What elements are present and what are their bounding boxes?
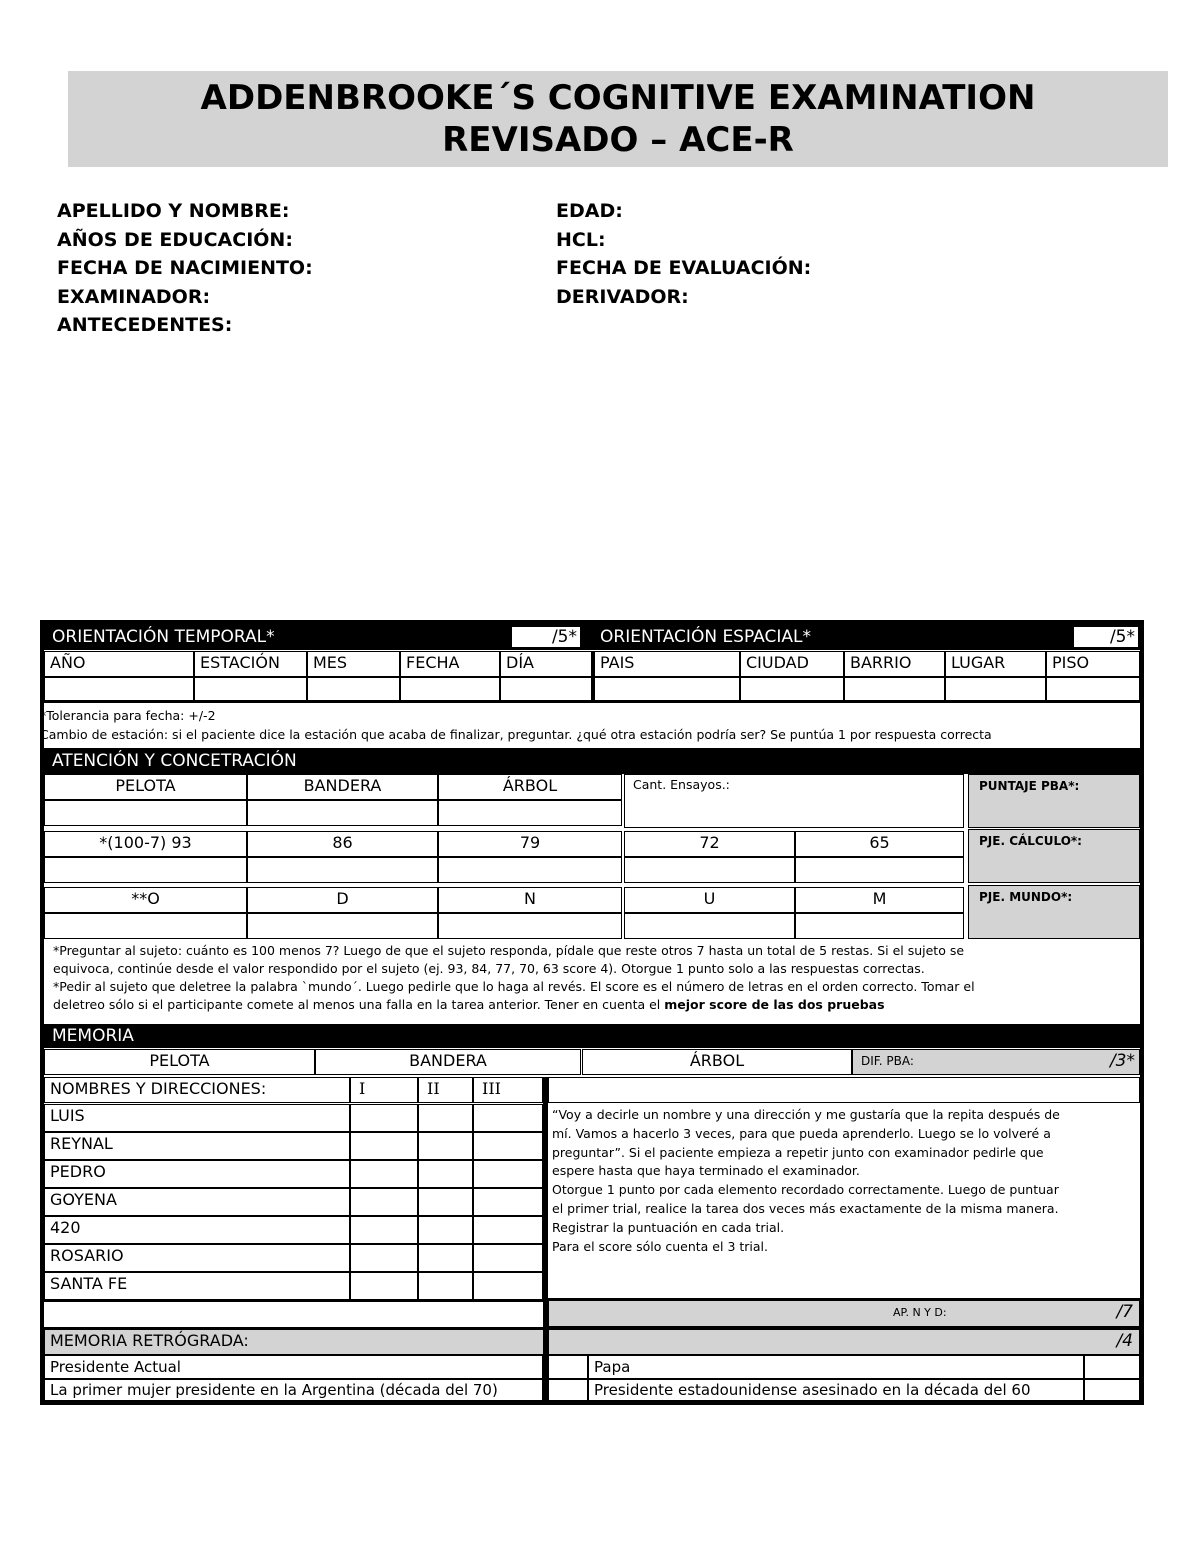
name-item: LUIS [44, 1104, 350, 1132]
memory-instruction-line: el primer trial, realice la tarea dos veces más exactamente de la misma manera. [552, 1200, 1059, 1216]
answer-pais[interactable] [594, 677, 740, 701]
answer-ano[interactable] [44, 677, 194, 701]
calc-value-2: 86 [247, 831, 438, 857]
memory-header-bar [44, 1024, 1140, 1048]
attention-instruction-4-text: deletreo sólo si el participante comete al menos una falla en la tarea anterior. Tener en cuenta el [53, 997, 665, 1012]
assessment-form [40, 620, 1144, 1405]
memory-instruction-line: Registrar la puntuación en cada trial. [552, 1219, 785, 1235]
attention-instruction-1: *Preguntar al sujeto: cuánto es 100 menos 7? Luego de que el sujeto responda, pídale que reste otros 7 hasta un total de 5 restas. Si el sujeto se [53, 943, 965, 958]
calc-answer-1[interactable] [44, 857, 247, 883]
answer-lugar[interactable] [945, 677, 1046, 701]
memory-instruction-line: espere hasta que haya terminado el examinador. [552, 1163, 860, 1179]
trial-2-cell[interactable] [418, 1244, 473, 1272]
dif-pba-score: /3* [1109, 1051, 1135, 1071]
attention-instruction-4-bold: mejor score de las dos pruebas [664, 997, 885, 1012]
name-item: ROSARIO [44, 1244, 350, 1272]
temporal-score: /5* [512, 627, 580, 647]
col-estacion: ESTACIÓN [194, 651, 307, 677]
memory-instruction-line: preguntar”. Si el paciente empieza a repetir junto con examinador pedirle que [552, 1144, 1044, 1160]
calc-value-1: *(100-7) 93 [44, 831, 247, 857]
field-hcl[interactable]: HCL: [556, 228, 606, 251]
att-word-arbol: ÁRBOL [438, 774, 622, 800]
attention-instruction-2: equivoca, continúe desde el valor respondido por el sujeto (ej. 93, 84, 77, 70, 63 score 4). Otorgue 1 punto solo a las respuestas correctas. [53, 961, 925, 976]
title-line-2: REVISADO – ACE-R [442, 120, 794, 160]
spell-answer-1[interactable] [44, 913, 247, 939]
spell-letter-4: U [624, 887, 795, 913]
divider [44, 1300, 544, 1302]
field-apellido-nombre[interactable]: APELLIDO Y NOMBRE: [57, 200, 290, 222]
spell-letter-3: N [438, 887, 622, 913]
memory-instruction-line: Para el score sólo cuenta el 3 trial. [552, 1238, 768, 1254]
calc-value-5: 65 [795, 831, 964, 857]
names-addresses-title: NOMBRES Y DIRECCIONES: [44, 1077, 350, 1103]
col-barrio: BARRIO [844, 651, 945, 677]
spatial-score: /5* [1074, 627, 1138, 647]
orientation-note-season: Cambio de estación: si el paciente dice la estación que acaba de finalizar, preguntar. ¿qué otra estación podría ser? Se puntúa 1 por respuesta correcta [40, 727, 992, 742]
attention-header-bar [44, 748, 1140, 774]
score-mundo-box[interactable]: PJE. MUNDO*: [968, 885, 1140, 939]
mem-word-pelota: PELOTA [44, 1049, 315, 1075]
calc-value-4: 72 [624, 831, 795, 857]
spatial-orientation-title: ORIENTACIÓN ESPACIAL* [600, 627, 811, 647]
score-calculo-box[interactable]: PJE. CÁLCULO*: [968, 829, 1140, 883]
memory-instruction-line: mí. Vamos a hacerlo 3 veces, para que pueda aprenderlo. Luego se lo volveré a [552, 1125, 1051, 1141]
memory-title: MEMORIA [52, 1026, 134, 1046]
trial-1-cell[interactable] [350, 1216, 418, 1244]
memory-instruction-line: “Voy a decirle un nombre y una dirección y me gustaría que la repita después de [552, 1107, 1060, 1122]
mem-word-bandera: BANDERA [315, 1049, 581, 1075]
trial-1-cell[interactable] [350, 1244, 418, 1272]
trial-2-cell[interactable] [418, 1188, 473, 1216]
att-word-bandera: BANDERA [247, 774, 438, 800]
field-derivador[interactable]: DERIVADOR: [556, 285, 689, 308]
attention-title: ATENCIÓN Y CONCETRACIÓN [52, 751, 297, 771]
orientation-divider [592, 651, 594, 703]
calc-answer-2[interactable] [247, 857, 438, 883]
att-answer-pelota[interactable] [44, 800, 247, 826]
col-dia: DÍA [500, 651, 592, 677]
col-piso: PISO [1046, 651, 1140, 677]
trial-1-cell[interactable] [350, 1104, 418, 1132]
temporal-orientation-title: ORIENTACIÓN TEMPORAL* [52, 627, 275, 647]
trial-1-cell[interactable] [350, 1272, 418, 1300]
trial-col-3: III [473, 1077, 543, 1103]
trial-3-cell[interactable] [473, 1188, 543, 1216]
spell-answer-5[interactable] [795, 913, 964, 939]
ap-score-field[interactable] [548, 1300, 1140, 1327]
trial-2-cell[interactable] [418, 1160, 473, 1188]
spell-letter-1: **O [44, 887, 247, 913]
name-item: PEDRO [44, 1160, 350, 1188]
trial-1-cell[interactable] [350, 1160, 418, 1188]
answer-fecha[interactable] [400, 677, 500, 701]
calc-value-3: 79 [438, 831, 622, 857]
spell-letter-2: D [247, 887, 438, 913]
answer-barrio[interactable] [844, 677, 945, 701]
col-fecha: FECHA [400, 651, 500, 677]
answer-ciudad[interactable] [740, 677, 844, 701]
field-fecha-nacimiento[interactable]: FECHA DE NACIMIENTO: [57, 257, 313, 279]
col-pais: PAIS [594, 651, 740, 677]
header-fields-right [556, 197, 811, 311]
memory-vertical-divider [543, 1077, 548, 1327]
col-ciudad: CIUDAD [740, 651, 844, 677]
attention-instruction-3: *Pedir al sujeto que deletree la palabra `mundo´. Luego pedirle que lo haga al revés. El score es el número de letras en el orden correcto. Tomar el [53, 979, 975, 994]
divider [44, 701, 1140, 703]
score-pba-box[interactable]: PUNTAJE PBA*: [968, 774, 1140, 828]
trials-count-field[interactable]: Cant. Ensayos.: [624, 774, 964, 828]
calc-answer-4[interactable] [624, 857, 795, 883]
col-mes: MES [307, 651, 400, 677]
field-antecedentes[interactable]: ANTECEDENTES: [57, 314, 233, 336]
col-ano: AÑO [44, 651, 194, 677]
orientation-header-bar [44, 624, 1140, 650]
memory-blank-header [548, 1077, 1140, 1103]
ap-score-value: /7 [1116, 1302, 1133, 1322]
calc-answer-5[interactable] [795, 857, 964, 883]
title-line-1: ADDENBROOKE´S COGNITIVE EXAMINATION [200, 78, 1036, 118]
retro-answer-woman-president[interactable] [548, 1379, 588, 1401]
trial-3-cell[interactable] [473, 1160, 543, 1188]
answer-estacion[interactable] [194, 677, 307, 701]
trial-2-cell[interactable] [418, 1104, 473, 1132]
trial-3-cell[interactable] [473, 1216, 543, 1244]
trial-2-cell[interactable] [418, 1272, 473, 1300]
retro-question-us-president: Presidente estadounidense asesinado en la década del 60 [588, 1379, 1084, 1401]
trial-3-cell[interactable] [473, 1244, 543, 1272]
trial-1-cell[interactable] [350, 1188, 418, 1216]
header-fields-left [57, 197, 313, 340]
name-item: GOYENA [44, 1188, 350, 1216]
trial-col-2: II [418, 1077, 473, 1103]
trial-1-cell[interactable] [350, 1132, 418, 1160]
trial-3-cell[interactable] [473, 1104, 543, 1132]
orientation-note-tolerance: *Tolerancia para fecha: +/-2 [40, 708, 216, 723]
retrograde-title: MEMORIA RETRÓGRADA: [44, 1329, 544, 1355]
att-answer-arbol[interactable] [438, 800, 622, 826]
answer-dia[interactable] [500, 677, 592, 701]
retro-answer-us-president[interactable] [1084, 1379, 1140, 1401]
answer-piso[interactable] [1046, 677, 1140, 701]
retro-question-woman-president: La primer mujer presidente en la Argentina (década del 70) [44, 1379, 543, 1401]
name-item: SANTA FE [44, 1272, 350, 1300]
mem-word-arbol: ÁRBOL [582, 1049, 852, 1075]
dif-pba-label: DIF. PBA: [861, 1054, 914, 1068]
att-answer-bandera[interactable] [247, 800, 438, 826]
answer-mes[interactable] [307, 677, 400, 701]
field-edad[interactable]: EDAD: [556, 200, 623, 222]
retro-question-pope: Papa [588, 1355, 1084, 1379]
spell-answer-3[interactable] [438, 913, 622, 939]
spell-answer-4[interactable] [624, 913, 795, 939]
retro-question-president: Presidente Actual [44, 1355, 543, 1379]
calc-answer-3[interactable] [438, 857, 622, 883]
trial-col-1: I [350, 1077, 418, 1103]
retro-answer-president[interactable] [548, 1355, 588, 1379]
attention-instruction-4 [53, 996, 885, 1014]
name-item: REYNAL [44, 1132, 350, 1160]
col-lugar: LUGAR [945, 651, 1046, 677]
trial-3-cell[interactable] [473, 1132, 543, 1160]
field-examinador[interactable]: EXAMINADOR: [57, 285, 211, 308]
retrograde-score-field[interactable] [548, 1329, 1140, 1355]
spell-answer-2[interactable] [247, 913, 438, 939]
att-word-pelota: PELOTA [44, 774, 247, 800]
retro-answer-pope[interactable] [1084, 1355, 1140, 1379]
trial-2-cell[interactable] [418, 1132, 473, 1160]
retrograde-score: /4 [1116, 1331, 1133, 1351]
memory-instructions [552, 1106, 1060, 1256]
memory-instruction-line: Otorgue 1 punto por cada elemento recordado correctamente. Luego de puntuar [552, 1182, 1059, 1198]
name-item: 420 [44, 1216, 350, 1244]
field-anos-educacion[interactable]: AÑOS DE EDUCACIÓN: [57, 228, 293, 251]
ap-score-label: AP. N Y D: [893, 1306, 947, 1319]
field-fecha-evaluacion[interactable]: FECHA DE EVALUACIÓN: [556, 257, 812, 279]
spell-letter-5: M [795, 887, 964, 913]
dif-pba-field[interactable] [852, 1049, 1140, 1075]
trial-3-cell[interactable] [473, 1272, 543, 1300]
trial-2-cell[interactable] [418, 1216, 473, 1244]
document-title [68, 71, 1168, 167]
